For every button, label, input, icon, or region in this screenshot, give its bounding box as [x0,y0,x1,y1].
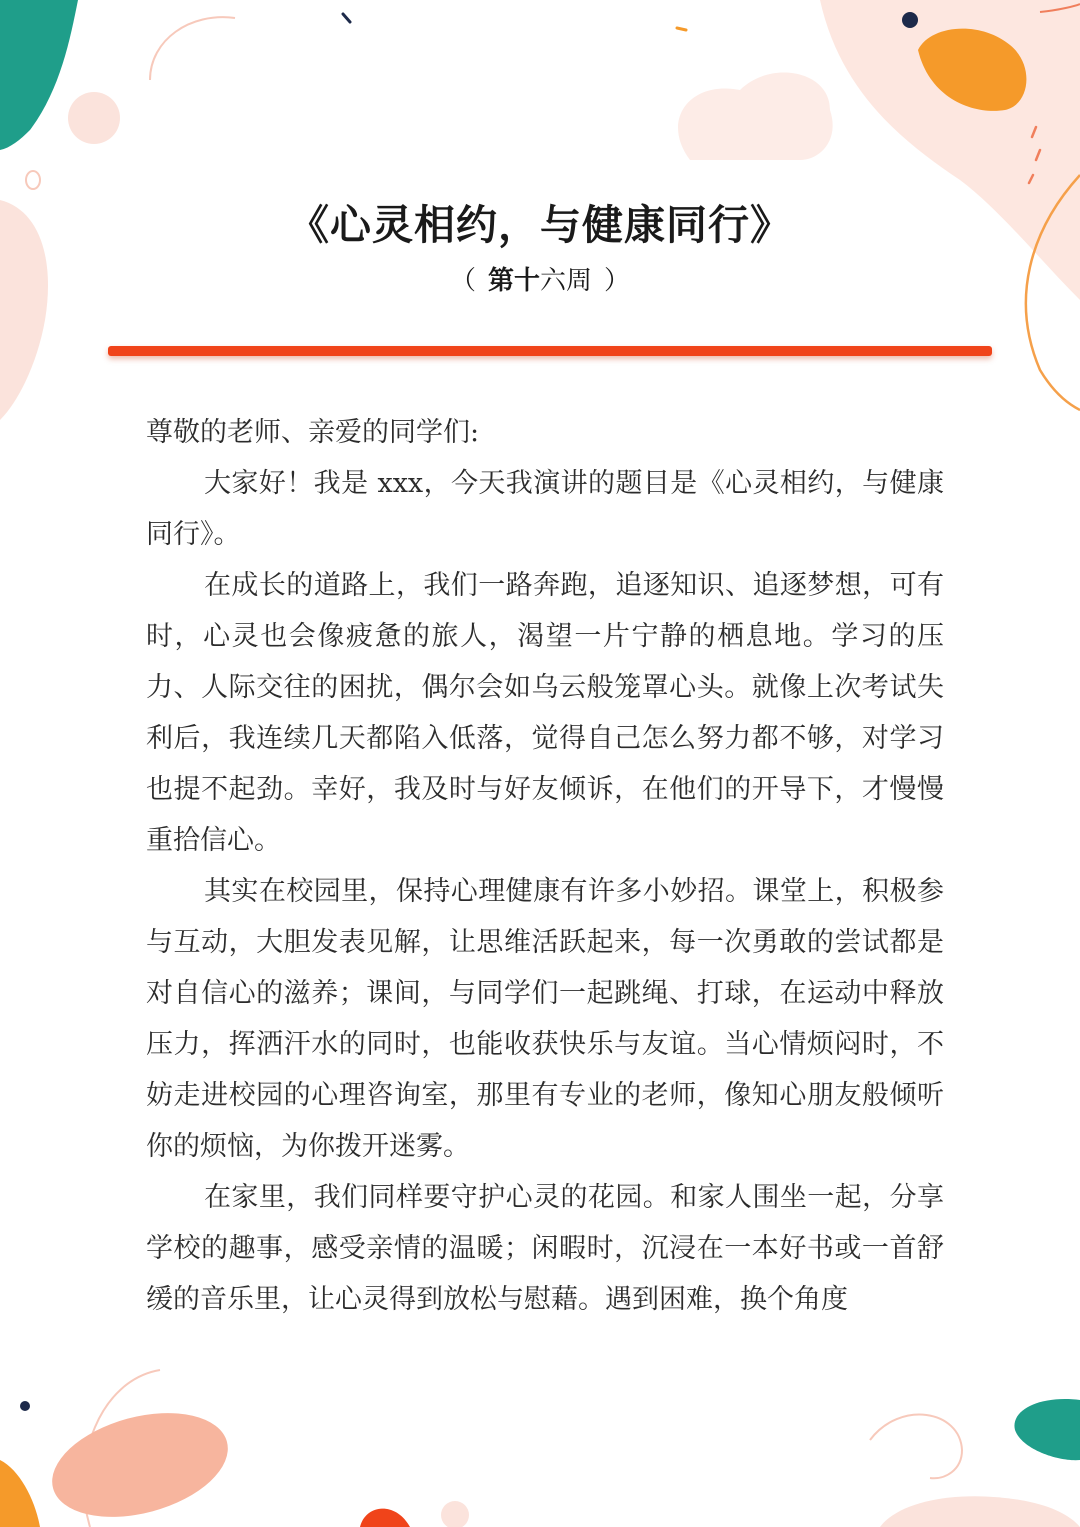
teal-blob-top-left [0,0,78,150]
subtitle-open-paren: （ [449,266,476,296]
pink-arc-top-left [150,17,235,80]
red-blob-bottom-center [360,1509,410,1527]
paragraph-1: 大家好！我是 xxx，今天我演讲的题目是《心灵相约，与健康同行》。 [146,468,944,550]
pink-arc-bottom-right [870,1415,962,1479]
navy-dot-top-right [902,12,918,28]
speech-body [146,407,944,1325]
paragraph-3: 其实在校园里，保持心理健康有许多小妙招。课堂上，积极参与互动，大胆发表见解，让思维活跃起来，每一次勇敢的尝试都是对自信心的滋养；课间，与同学们一起跳绳、打球，在运动中释放压力，挥洒汗水的同时，也能收获快乐与友谊。当心情烦闷时，不妨走进校园的心理咨询室，那里有专业的老师，像知心朋友般倾听你的烦恼，为你拨开迷雾。 [146,876,944,1162]
orange-blob-bottom-left [0,1460,40,1527]
page-subtitle [0,260,1080,297]
navy-dash-top [343,14,350,22]
page-title: 《心灵相约，与健康同行》 [288,201,792,249]
paragraph-4: 在家里，我们同样要守护心灵的花园。和家人围坐一起，分享学校的趣事，感受亲情的温暖；闲暇时，沉浸在一本好书或一首舒缓的音乐里，让心灵得到放松与慰藉。遇到困难，换个角度 [146,1182,944,1315]
peach-dot-top-left [68,92,120,144]
subtitle-week-bold: 第十 [487,266,540,296]
teal-blob-bottom-right [1014,1399,1080,1460]
subtitle-week-rest: 六周 [540,266,593,296]
pink-dot-bottom-center [441,1501,469,1527]
greeting-line: 尊敬的老师、亲爱的同学们: [146,417,480,448]
pink-cloud-top [678,73,833,160]
paragraph-2: 在成长的道路上，我们一路奔跑，追逐知识、追逐梦想，可有时，心灵也会像疲惫的旅人，渴望一片宁静的栖息地。学习的压力、人际交往的困扰，偶尔会如乌云般笼罩心头。就像上次考试失利后，我连续几天都陷入低落，觉得自己怎么努力都不够，对学习也提不起劲。幸好，我及时与好友倾诉，在他们的开导下，才慢慢重拾信心。 [146,570,944,856]
peach-blob-bottom-left [41,1395,240,1527]
navy-dot-bottom-left [20,1401,30,1411]
orange-dash-top [677,28,686,30]
title-divider-bar [108,346,992,356]
subtitle-close-paren: ） [604,266,631,296]
pink-blob-bottom-right [880,1496,1080,1527]
small-ring-left [26,171,40,189]
